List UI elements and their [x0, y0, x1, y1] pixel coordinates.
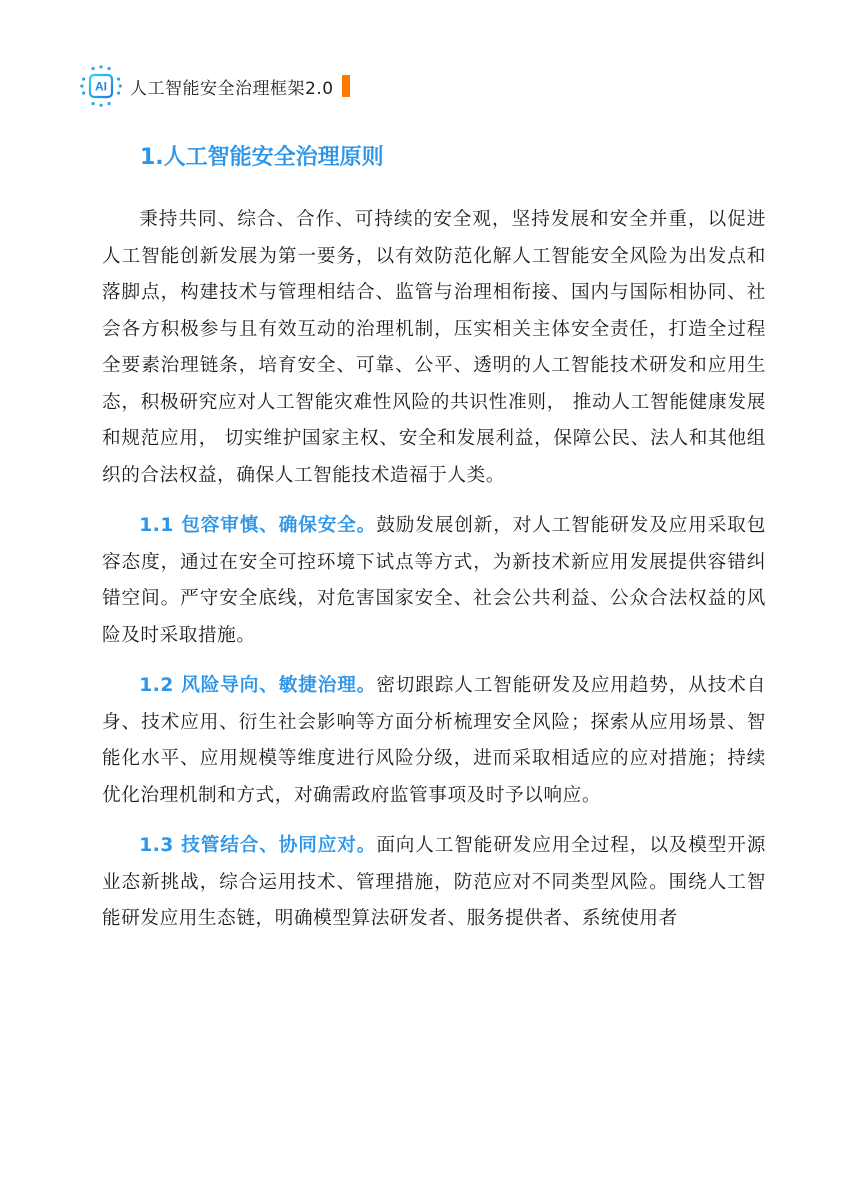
principle-paragraph: [102, 668, 766, 814]
document-title: 人工智能安全治理框架2.0: [130, 78, 334, 99]
principle-title: 1.2 风险导向、敏捷治理。: [139, 675, 377, 696]
svg-text:AI: AI: [95, 79, 107, 94]
principle-paragraph: [102, 508, 766, 654]
intro-paragraph: 秉持共同、综合、合作、可持续的安全观，坚持发展和安全并重，以促进人工智能创新发展为第一要务，以有效防范化解人工智能安全风险为出发点和落脚点，构建技术与管理相结合、监管与治理相衔接、国内与国际相协同、社会各方积极参与且有效互动的治理机制，压实相关主体安全责任，打造全过程全要素治理链条，培育安全、可靠、公平、透明的人工智能技术研发和应用生态，积极研究应对人工智能灾难性风险的共识性准则， 推动人工智能健康发展和规范应用， 切实维护国家主权、安全和发展利益，保障公民、法人和其他组织的合法权益，确保人工智能技术造福于人类。: [102, 209, 766, 486]
document-body: [102, 202, 766, 952]
principle-text: 面向人工智能研发应用全过程，以及模型开源业态新挑战，综合运用技术、管理措施，防范应对不同类型风险。围绕人工智能研发应用生态链，明确模型算法研发者、服务提供者、系统使用者: [102, 835, 766, 929]
ai-chip-icon: [80, 65, 122, 107]
principle-text: 密切跟踪人工智能研发及应用趋势，从技术自身、技术应用、衍生社会影响等方面分析梳理安全风险；探索从应用场景、智能化水平、应用规模等维度进行风险分级，进而采取相适应的应对措施；持续优化治理机制和方式，对确需政府监管事项及时予以响应。: [102, 675, 766, 806]
principle-title: 1.3 技管结合、协同应对。: [139, 835, 377, 856]
principle-text: 鼓励发展创新，对人工智能研发及应用采取包容态度，通过在安全可控环境下试点等方式，为新技术新应用发展提供容错纠错空间。严守安全底线，对危害国家安全、社会公共利益、公众合法权益的风险及时采取措施。: [102, 515, 766, 646]
title-accent-bar: [342, 75, 350, 97]
principle-paragraph: [102, 828, 766, 938]
section-heading: 1.人工智能安全治理原则: [140, 145, 384, 170]
document-header: [80, 66, 350, 106]
principle-title: 1.1 包容审慎、确保安全。: [139, 515, 377, 536]
